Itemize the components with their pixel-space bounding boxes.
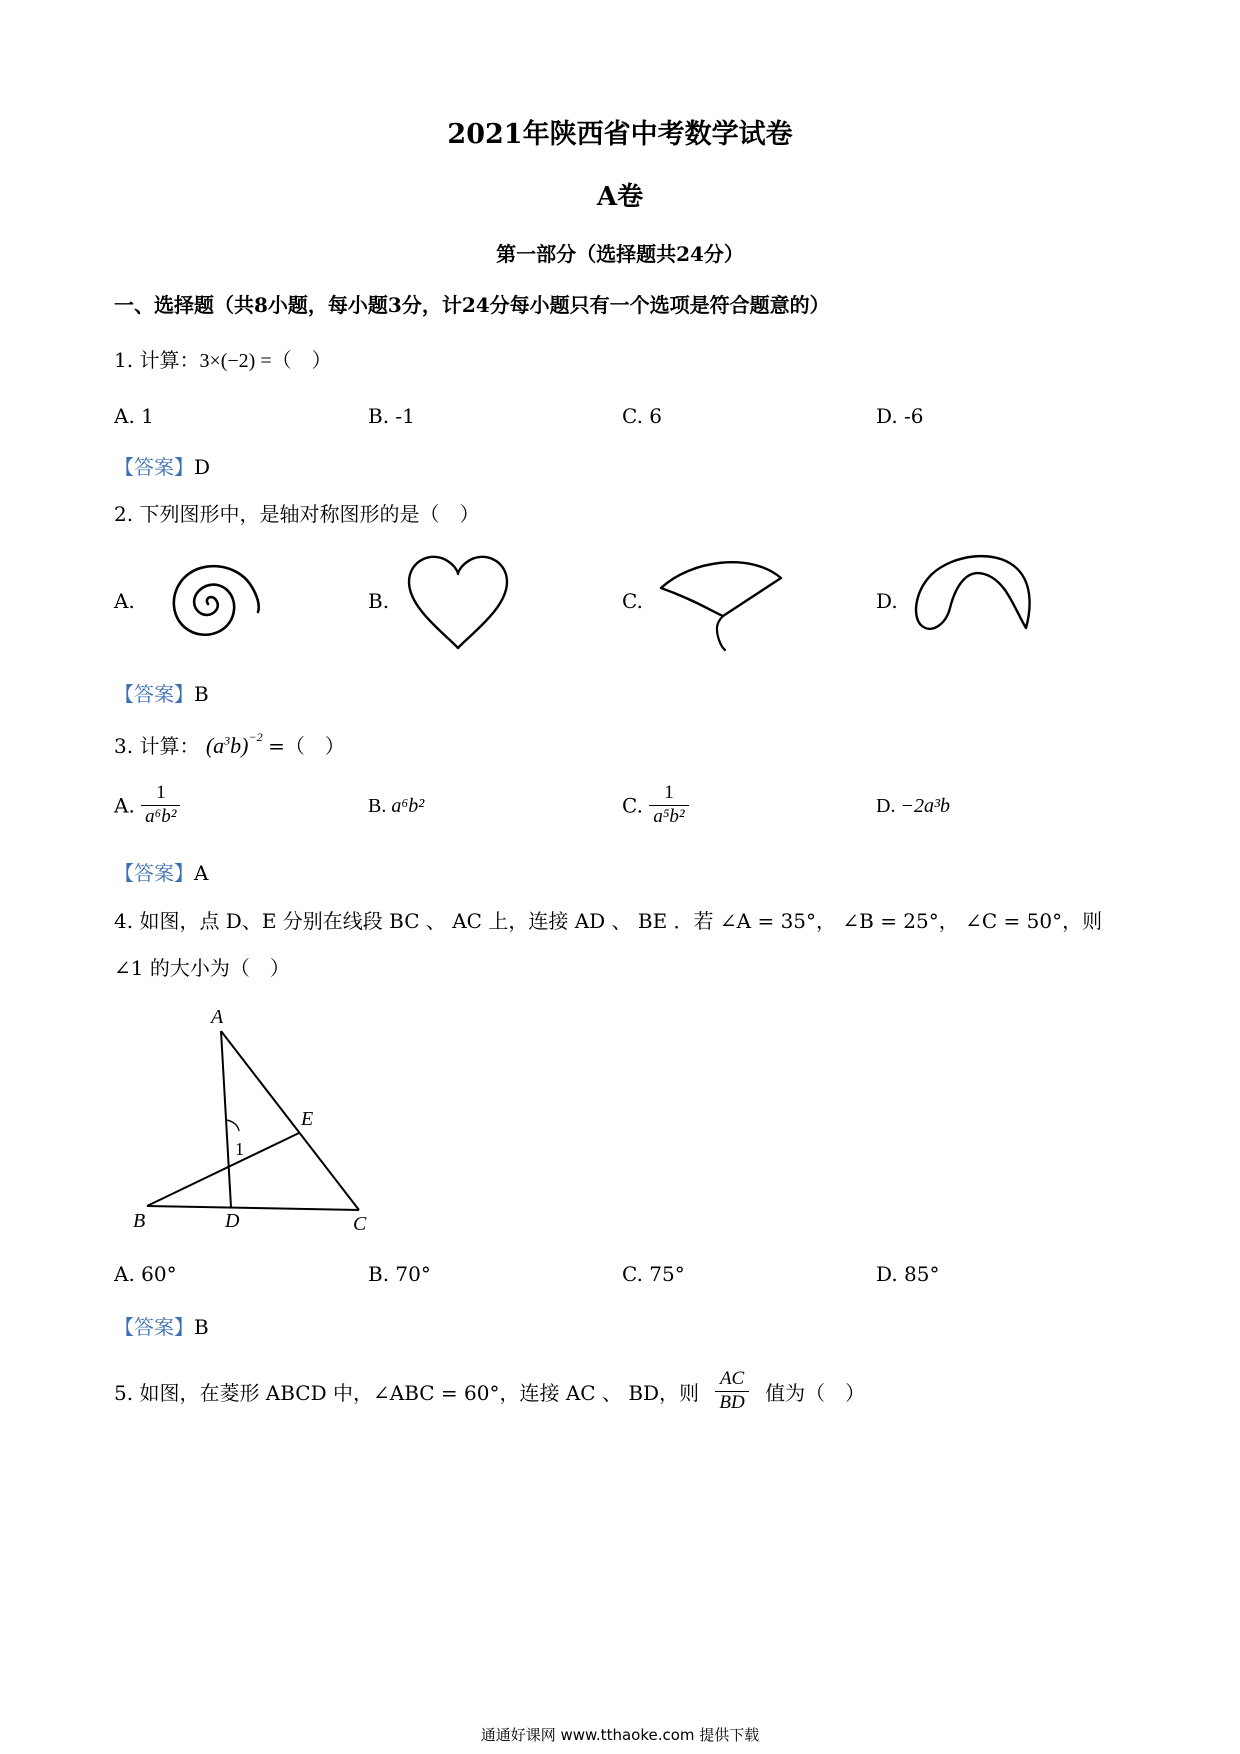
angle-label-1: 1 [235,1139,244,1159]
answer-value: B [194,1315,209,1339]
q3-option-b-label: B. [368,795,387,817]
vertex-label-d: D [225,1210,240,1232]
expr-exponent-2: −2 [248,729,263,744]
footer-credit: 通通好课网 www.tthaoke.com 提供下载 [480,1726,760,1744]
fraction-numerator: AC [715,1368,748,1392]
section-heading: 一、选择题（共8小题，每小题3分，计24分每小题只有一个选项是符合题意的） [114,293,830,317]
question-3 [114,730,345,759]
q1-option-b: B. -1 [368,404,415,428]
expr-tail: =（ ） [268,734,345,758]
fan-shape-icon [655,548,795,658]
q3-option-c-label: C. [622,793,643,818]
side-bc [147,1206,359,1210]
question-5-fraction [715,1368,748,1415]
q4-option-c: C. 75° [622,1262,685,1286]
answer-tag: 【答案】 [114,1315,194,1339]
side-ac [221,1031,359,1210]
q2-option-c-label: C. [622,589,643,613]
question-5-suffix: 值为（ ） [765,1380,866,1405]
q4-option-b: B. 70° [368,1262,431,1286]
question-5 [114,1368,865,1415]
segment-ad [221,1031,231,1207]
answer-value: D [194,455,211,479]
question-3-expr [205,729,268,758]
volume-title: A卷 [596,182,644,212]
q2-option-b-label: B. [368,589,390,613]
question-4-line-1: 4. 如图，点 D、E 分别在线段 BC 、 AC 上，连接 AD 、 BE ．若 ∠A = 35°， ∠B = 25°， ∠C = 50°，则 [114,909,1103,933]
angle-1-arc [226,1120,239,1131]
answer-tag: 【答案】 [114,861,194,885]
q3-answer [114,857,208,886]
q1-option-a: A. 1 [114,404,154,428]
q3-option-b-expr: a⁶b² [391,795,425,817]
curved-comma-icon [910,552,1040,652]
spiral-icon [150,548,270,658]
question-3-prefix: 3. 计算： [114,734,200,758]
q3-option-c-fraction [649,782,688,829]
q2-option-a-label: A. [114,589,135,613]
fraction-denominator: BD [719,1391,745,1413]
question-1-prefix: 1. 计算： [114,348,200,372]
vertex-label-b: B [133,1210,146,1232]
triangle-figure [125,1005,385,1235]
vertex-label-c: C [353,1213,367,1235]
fraction-denominator: a⁵b² [653,805,685,827]
answer-value: B [194,682,209,706]
fraction-numerator: 1 [649,782,688,806]
vertex-label-a: A [211,1006,224,1028]
question-4-line-2: ∠1 的大小为（ ） [114,956,290,980]
part-title: 第一部分（选择题共24分） [496,242,744,266]
answer-tag: 【答案】 [114,455,194,479]
q4-option-a: A. 60° [114,1262,177,1286]
heart-icon [405,552,515,652]
q3-option-a [114,782,180,829]
expr-exponent-1: 3 [224,733,231,748]
q3-option-d-expr: −2a³b [900,795,950,817]
expr-mid: b) [230,733,249,758]
q1-option-c: C. 6 [622,404,663,428]
question-2: 2. 下列图形中，是轴对称图形的是（ ） [114,502,480,526]
q3-option-a-label: A. [114,793,135,818]
fraction-numerator: 1 [141,782,180,806]
question-1-expr: 3×(−2) =（ ） [199,350,332,372]
q1-answer [114,451,210,480]
q3-option-d [876,795,950,818]
q2-answer [114,678,209,707]
question-1 [114,344,332,373]
q2-option-d-label: D. [876,589,898,613]
expr-base: (a [205,733,225,758]
fraction-denominator: a⁶b² [145,805,177,827]
q3-option-c [622,782,689,829]
q4-answer [114,1311,209,1340]
answer-value: A [194,861,209,885]
q3-option-a-fraction [141,782,180,829]
q4-option-d: D. 85° [876,1262,940,1286]
q3-option-d-label: D. [876,795,896,817]
question-5-prefix: 5. 如图，在菱形 ABCD 中，∠ABC = 60°，连接 AC 、 BD，则 [114,1380,700,1405]
answer-tag: 【答案】 [114,682,194,706]
q1-option-d: D. -6 [876,404,924,428]
vertex-label-e: E [301,1108,314,1130]
page-title: 2021年陕西省中考数学试卷 [447,119,793,150]
q3-option-b [368,795,424,818]
segment-be [147,1133,299,1206]
